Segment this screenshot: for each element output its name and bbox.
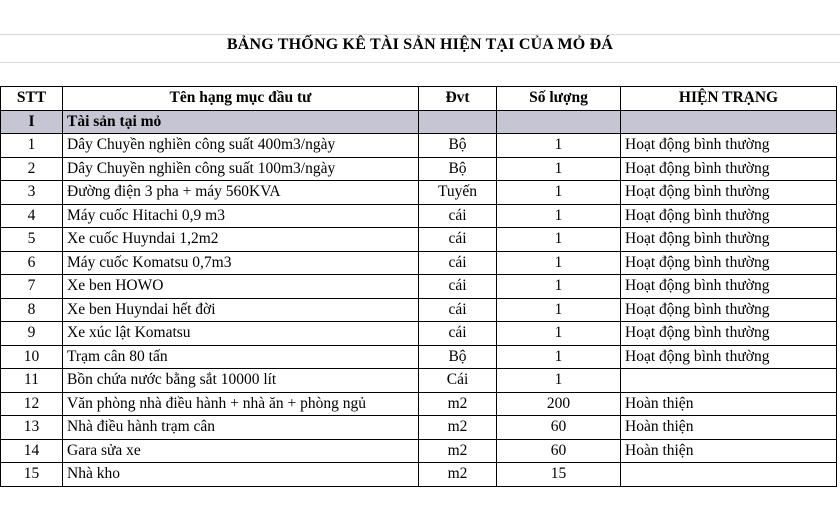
cell-qty[interactable]: 1 (497, 134, 621, 158)
cell-unit[interactable]: cái (419, 298, 497, 322)
cell-stt[interactable]: 15 (1, 463, 63, 487)
cell-status[interactable]: Hoạt động bình thường (621, 181, 837, 205)
cell-unit[interactable]: cái (419, 204, 497, 228)
cell-stt[interactable]: 7 (1, 275, 63, 299)
cell-unit[interactable]: Cái (419, 369, 497, 393)
cell-name[interactable]: Máy cuốc Komatsu 0,7m3 (63, 251, 419, 275)
cell-unit[interactable]: Bộ (419, 157, 497, 181)
table-row (1, 298, 837, 322)
section-name[interactable]: Tài sản tại mỏ (63, 110, 419, 134)
header-stt[interactable]: STT (1, 87, 63, 111)
cell-qty[interactable]: 1 (497, 228, 621, 252)
cell-name[interactable]: Dây Chuyền nghiền công suất 100m3/ngày (63, 157, 419, 181)
cell-qty[interactable]: 1 (497, 322, 621, 346)
table-row (1, 134, 837, 158)
cell-name[interactable]: Xe xúc lật Komatsu (63, 322, 419, 346)
cell-unit[interactable]: cái (419, 275, 497, 299)
cell-status[interactable]: Hoạt động bình thường (621, 157, 837, 181)
cell-stt[interactable]: 13 (1, 416, 63, 440)
cell-status[interactable]: Hoạt động bình thường (621, 228, 837, 252)
header-row (1, 87, 837, 111)
table-row (1, 157, 837, 181)
cell-status[interactable]: Hoạt động bình thường (621, 251, 837, 275)
cell-status[interactable]: Hoạt động bình thường (621, 275, 837, 299)
cell-unit[interactable]: m2 (419, 439, 497, 463)
cell-name[interactable]: Trạm cân 80 tấn (63, 345, 419, 369)
cell-unit[interactable]: cái (419, 228, 497, 252)
cell-qty[interactable]: 1 (497, 251, 621, 275)
cell-stt[interactable]: 14 (1, 439, 63, 463)
table-row (1, 345, 837, 369)
header-status[interactable]: HIỆN TRẠNG (621, 87, 837, 111)
cell-status[interactable]: Hoạt động bình thường (621, 345, 837, 369)
cell-stt[interactable]: 12 (1, 392, 63, 416)
cell-status[interactable]: Hoàn thiện (621, 392, 837, 416)
cell-unit[interactable]: Bộ (419, 134, 497, 158)
cell-qty[interactable]: 60 (497, 439, 621, 463)
cell-unit[interactable]: m2 (419, 463, 497, 487)
cell-stt[interactable]: 4 (1, 204, 63, 228)
gridline (0, 34, 840, 35)
cell-name[interactable]: Bồn chứa nước bằng sắt 10000 lít (63, 369, 419, 393)
cell-stt[interactable]: 9 (1, 322, 63, 346)
cell-name[interactable]: Đường điện 3 pha + máy 560KVA (63, 181, 419, 205)
cell-stt[interactable]: 5 (1, 228, 63, 252)
cell-stt[interactable]: 2 (1, 157, 63, 181)
cell-unit[interactable]: Tuyến (419, 181, 497, 205)
cell-stt[interactable]: 1 (1, 134, 63, 158)
cell-status[interactable]: Hoàn thiện (621, 439, 837, 463)
cell-unit[interactable]: Bộ (419, 345, 497, 369)
cell-unit[interactable]: m2 (419, 392, 497, 416)
cell-name[interactable]: Xe cuốc Huyndai 1,2m2 (63, 228, 419, 252)
table-row (1, 228, 837, 252)
cell-status[interactable] (621, 463, 837, 487)
section-row (1, 110, 837, 134)
cell[interactable] (621, 110, 837, 134)
cell-qty[interactable]: 60 (497, 416, 621, 440)
table-row (1, 204, 837, 228)
table-row (1, 322, 837, 346)
cell-qty[interactable]: 1 (497, 181, 621, 205)
cell[interactable] (497, 110, 621, 134)
cell-unit[interactable]: cái (419, 322, 497, 346)
cell-stt[interactable]: 6 (1, 251, 63, 275)
header-name[interactable]: Tên hạng mục đầu tư (63, 87, 419, 111)
gridline (0, 62, 840, 63)
cell-unit[interactable]: m2 (419, 416, 497, 440)
cell-status[interactable]: Hoạt động bình thường (621, 134, 837, 158)
cell-status[interactable]: Hoạt động bình thường (621, 322, 837, 346)
cell-name[interactable]: Dây Chuyền nghiền công suất 400m3/ngày (63, 134, 419, 158)
header-qty[interactable]: Số lượng (497, 87, 621, 111)
cell-qty[interactable]: 1 (497, 157, 621, 181)
cell-name[interactable]: Nhà điều hành trạm cân (63, 416, 419, 440)
cell-qty[interactable]: 1 (497, 298, 621, 322)
page-title: BẢNG THỐNG KÊ TÀI SẢN HIỆN TẠI CỦA MỎ ĐÁ (226, 36, 614, 53)
cell-qty[interactable]: 15 (497, 463, 621, 487)
table-row (1, 463, 837, 487)
table-row (1, 181, 837, 205)
cell-status[interactable] (621, 369, 837, 393)
cell-name[interactable]: Xe ben Huyndai hết đời (63, 298, 419, 322)
table-row (1, 275, 837, 299)
cell-name[interactable]: Gara sửa xe (63, 439, 419, 463)
header-unit[interactable]: Đvt (419, 87, 497, 111)
cell-unit[interactable]: cái (419, 251, 497, 275)
cell-status[interactable]: Hoạt động bình thường (621, 204, 837, 228)
cell[interactable] (419, 110, 497, 134)
table-row (1, 369, 837, 393)
cell-qty[interactable]: 1 (497, 369, 621, 393)
cell-stt[interactable]: 8 (1, 298, 63, 322)
cell-name[interactable]: Xe ben HOWO (63, 275, 419, 299)
cell-status[interactable]: Hoàn thiện (621, 416, 837, 440)
asset-table (0, 86, 837, 487)
table-row (1, 251, 837, 275)
cell-stt[interactable]: 11 (1, 369, 63, 393)
cell-stt[interactable]: 3 (1, 181, 63, 205)
cell-name[interactable]: Máy cuốc Hitachi 0,9 m3 (63, 204, 419, 228)
cell-status[interactable]: Hoạt động bình thường (621, 298, 837, 322)
cell-qty[interactable]: 1 (497, 345, 621, 369)
table-row (1, 392, 837, 416)
table-row (1, 439, 837, 463)
cell-qty[interactable]: 1 (497, 275, 621, 299)
cell-name[interactable]: Nhà kho (63, 463, 419, 487)
section-stt[interactable]: I (1, 110, 63, 134)
table-row (1, 416, 837, 440)
cell-qty[interactable]: 200 (497, 392, 621, 416)
cell-qty[interactable]: 1 (497, 204, 621, 228)
cell-stt[interactable]: 10 (1, 345, 63, 369)
cell-name[interactable]: Văn phòng nhà điều hành + nhà ăn + phòng ngủ (63, 392, 419, 416)
